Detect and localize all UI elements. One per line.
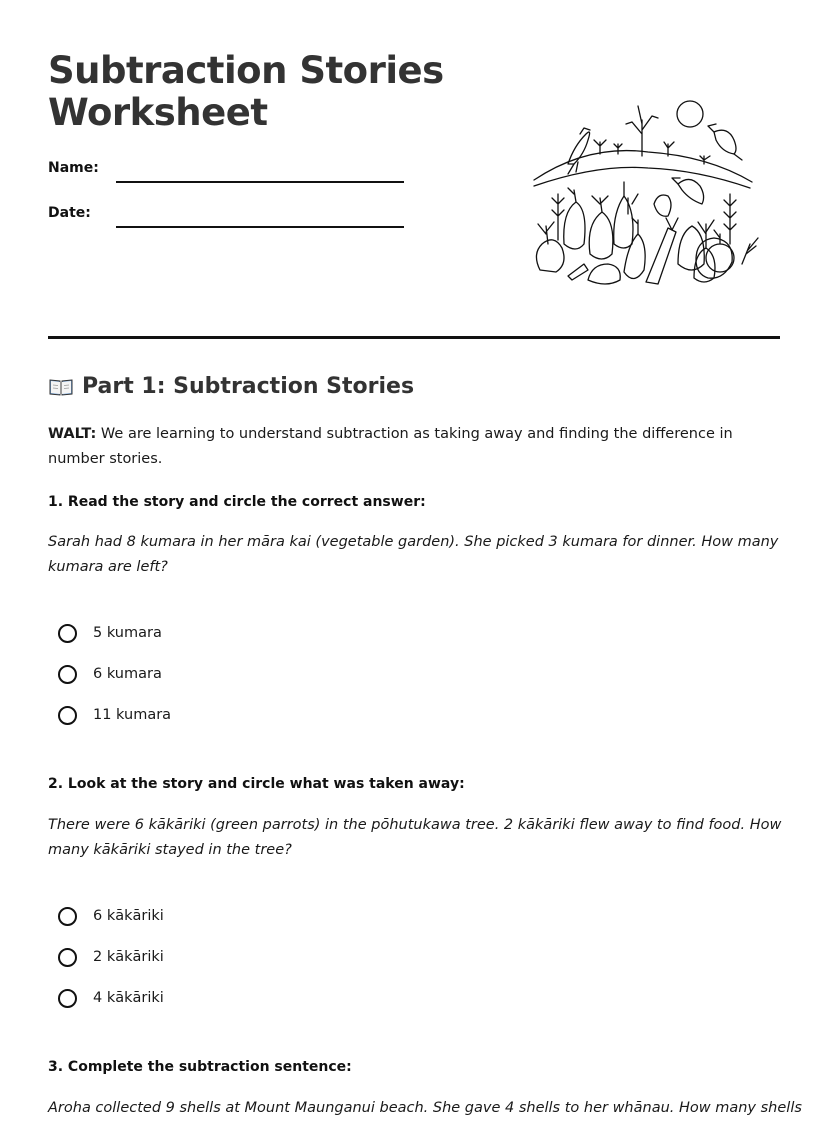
part-1-heading xyxy=(48,374,414,399)
option-label: 6 kumara xyxy=(93,666,162,682)
name-line[interactable] xyxy=(116,181,404,183)
worksheet-title: Subtraction Stories Worksheet xyxy=(48,49,444,134)
open-book-icon xyxy=(48,377,74,397)
question-1-option-3[interactable] xyxy=(58,703,171,727)
radio-circle[interactable] xyxy=(58,665,77,684)
radio-circle[interactable] xyxy=(58,989,77,1008)
radio-circle[interactable] xyxy=(58,907,77,926)
part-1-heading-text: Part 1: Subtraction Stories xyxy=(82,374,415,399)
question-3-story: Aroha collected 9 shells at Mount Maunganui beach. She gave 4 shells to her whānau. How many shells xyxy=(48,1100,802,1116)
question-2-option-1[interactable] xyxy=(58,904,164,928)
question-1-option-2[interactable] xyxy=(58,662,162,686)
option-label: 2 kākāriki xyxy=(93,949,164,965)
radio-circle[interactable] xyxy=(58,624,77,643)
name-label: Name: xyxy=(48,160,99,176)
question-2-option-3[interactable] xyxy=(58,986,164,1010)
date-label: Date: xyxy=(48,205,91,221)
walt-label: WALT: xyxy=(48,426,97,442)
question-1-option-1[interactable] xyxy=(58,621,162,645)
question-3-heading: 3. Complete the subtraction sentence: xyxy=(48,1059,352,1075)
option-label: 4 kākāriki xyxy=(93,990,164,1006)
question-1-story: Sarah had 8 kumara in her māra kai (vegetable garden). She picked 3 kumara for dinner. How many kumara are left? xyxy=(48,534,779,575)
option-label: 6 kākāriki xyxy=(93,908,164,924)
radio-circle[interactable] xyxy=(58,948,77,967)
question-2-heading: 2. Look at the story and circle what was taken away: xyxy=(48,776,465,792)
question-1-heading: 1. Read the story and circle the correct answer: xyxy=(48,494,426,510)
walt-text: We are learning to understand subtraction as taking away and finding the difference in number stories. xyxy=(48,426,733,467)
option-label: 5 kumara xyxy=(93,625,162,641)
option-label: 11 kumara xyxy=(93,707,172,723)
question-2-story: There were 6 kākāriki (green parrots) in the pōhutukawa tree. 2 kākāriki flew away to find food. How many kākāriki stayed in the tree? xyxy=(48,817,782,858)
date-line[interactable] xyxy=(116,226,404,228)
garden-illustration xyxy=(528,94,764,294)
walt-statement xyxy=(48,422,778,472)
radio-circle[interactable] xyxy=(58,706,77,725)
section-divider xyxy=(48,336,780,339)
question-2-option-2[interactable] xyxy=(58,945,164,969)
